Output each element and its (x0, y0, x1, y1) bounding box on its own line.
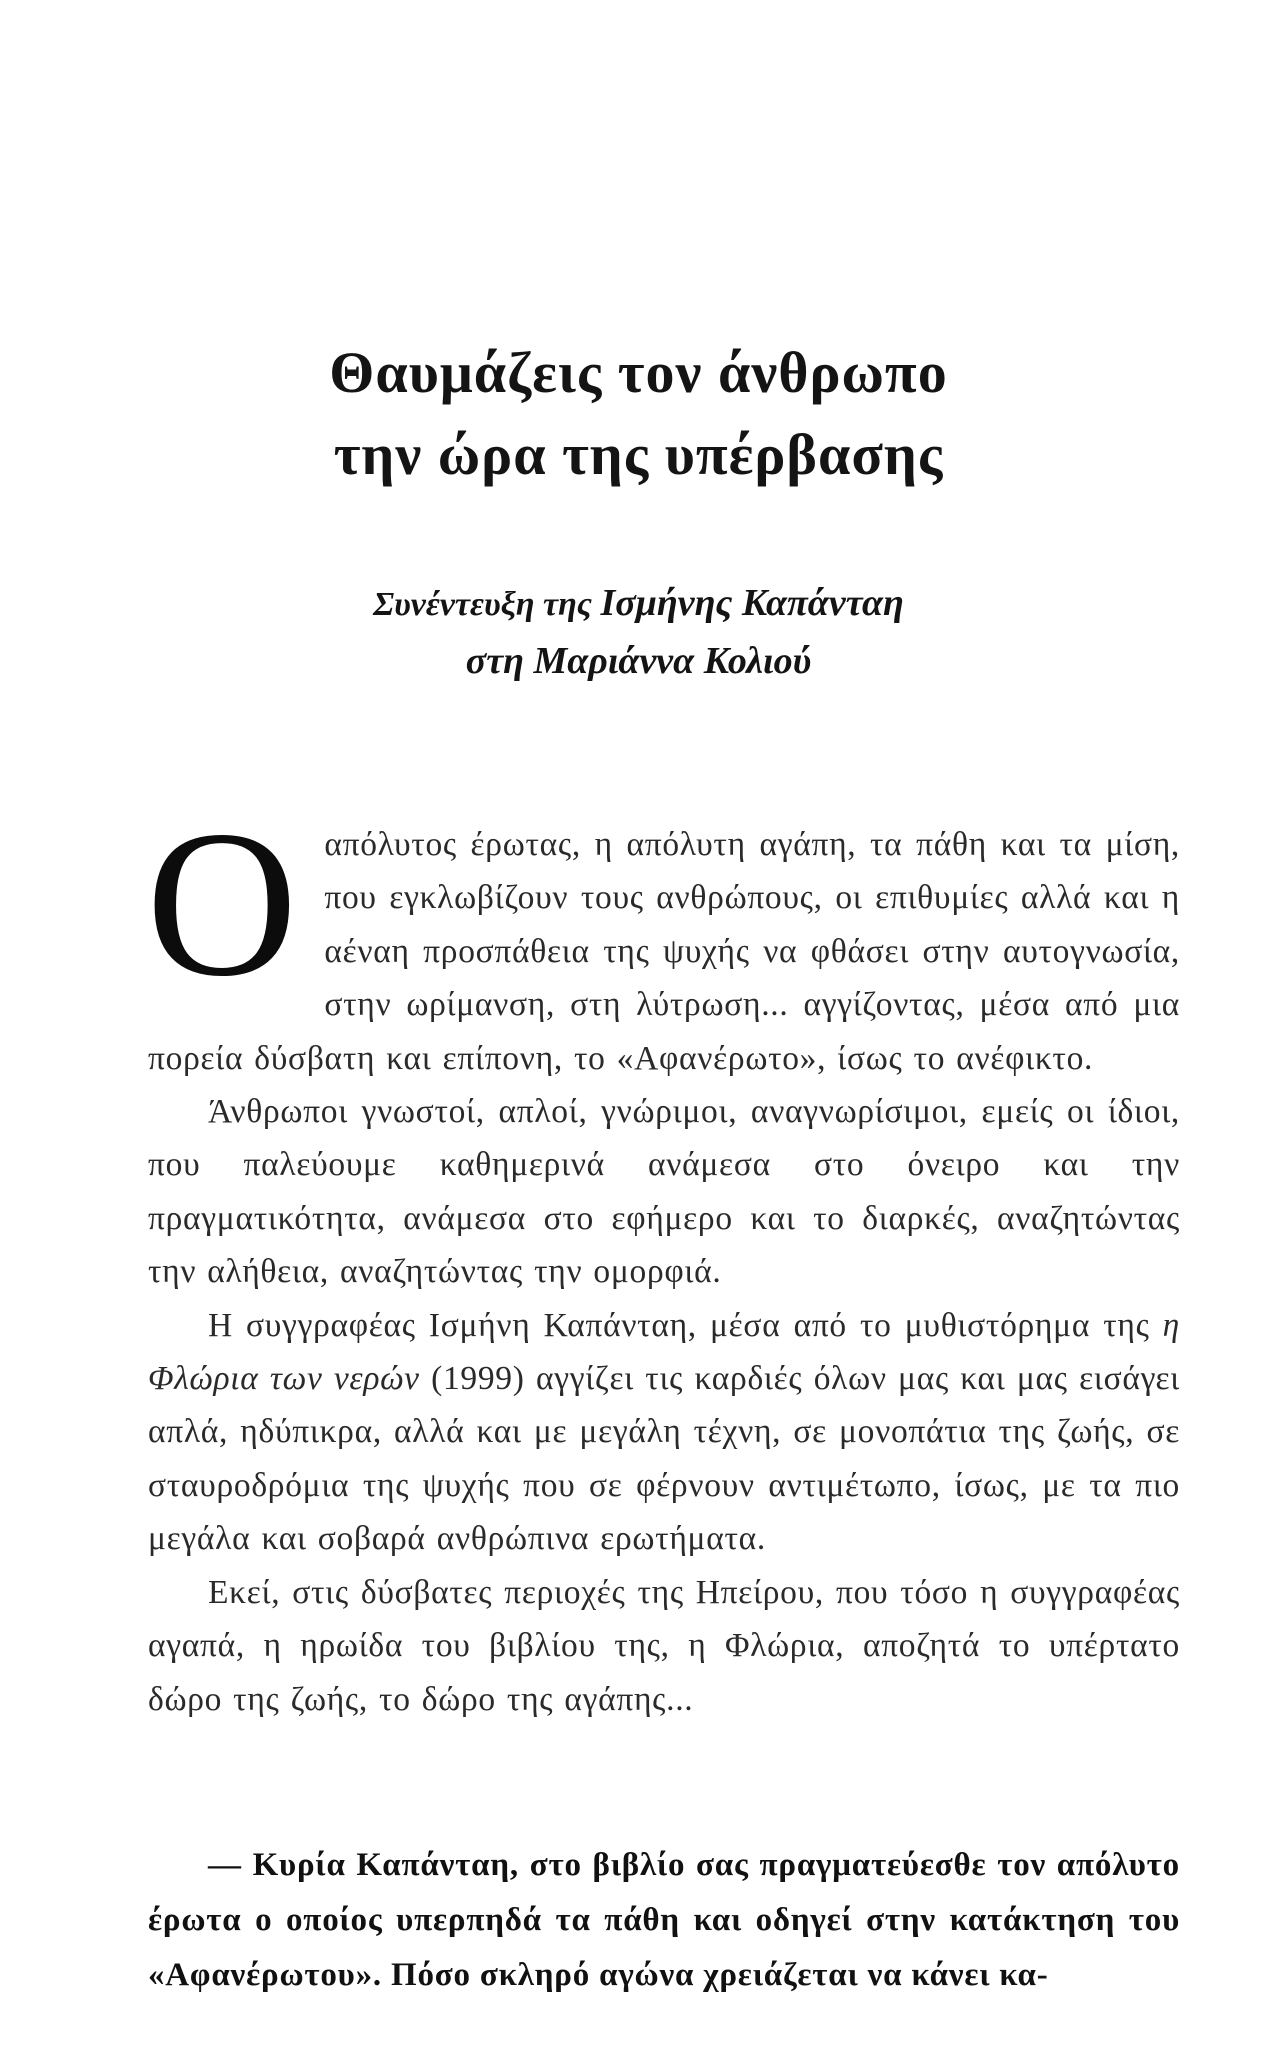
title-line-1: Θαυμάζεις τον άνθρωπο (329, 340, 948, 405)
title-line-2: την ώρα της υπέρβασης (333, 422, 944, 487)
interviewee-name: Ισμήνης Καπάνταη (600, 582, 904, 624)
article-title (150, 332, 1127, 496)
book-title: η Φλώρια των νερών (148, 1306, 1180, 1398)
subtitle-prefix: Συνέντευξη της (373, 586, 601, 623)
subtitle-line-1 (150, 575, 1127, 633)
paragraph-4: Εκεί, στις δύσβατες περιοχές της Ηπείρου, που τόσο η συγγραφέας αγαπά, η ηρωίδα του βιβλίου της, η Φλώρια, αποζητά το υπέρτατο δώρο της ζωής, το δώρο της αγάπης... (148, 1573, 1180, 1718)
interview-question: — Κυρία Καπάνταη, στο βιβλίο σας πραγματεύεσθε τον απόλυτο έρωτα ο οποίος υπερπηδά τα πάθη και οδηγεί στην κατάκτηση του «Αφανέρωτου». Πόσο σκληρό αγώνα χρειάζεται να κάνει κα- (148, 1847, 1180, 1993)
intro-paragraph: Οαπόλυτος έρωτας, η απόλυτη αγάπη, τα πάθη και τα μίση, που εγκλωβίζουν τους ανθρώπους, οι επιθυμίες αλλά και η αέναη προσπάθεια της ψυχής να φθάσει στην αυτογνωσία, στην ωρίμανση, στη λύτρωση... αγγίζοντας, μέσα από μια πορεία δύσβατη και επίπονη, το «Αφανέρωτο», ίσως το ανέφικτο. (146, 788, 1180, 1077)
paragraph-2: Άνθρωποι γνωστοί, απλοί, γνώριμοι, αναγνωρίσιμοι, εμείς οι ίδιοι, που παλεύουμε καθημερινά ανάμεσα στο όνειρο και την πραγματικότητα, ανάμεσα στο εφήμερο και το διαρκές, αναζητώντας την αλήθεια, αναζητώντας την ομορφιά. (148, 1093, 1180, 1291)
paragraph-3-part-b: (1999) αγγίζει τις καρδιές όλων μας και μας εισάγει απλά, ηδύπικρα, αλλά και με μεγάλη τέχνη, σε μονοπάτια της ζωής, σε σταυροδρόμια της ψυχής που σε φέρνουν αντιμέτωπο, ίσως, με τα πιο μεγάλα και σοβαρά ανθρώπινα ερωτήματα. (148, 1360, 1180, 1558)
subtitle-line-2: στη Μαριάννα Κολιού (465, 640, 812, 682)
article-subtitle (150, 575, 1127, 689)
article-body (146, 788, 1180, 1726)
paragraph-3-part-a: Η συγγραφέας Ισμήνη Καπάνταη, μέσα από το μυθιστόρημα της (208, 1306, 1163, 1344)
paragraph-3 (148, 1299, 1180, 1566)
